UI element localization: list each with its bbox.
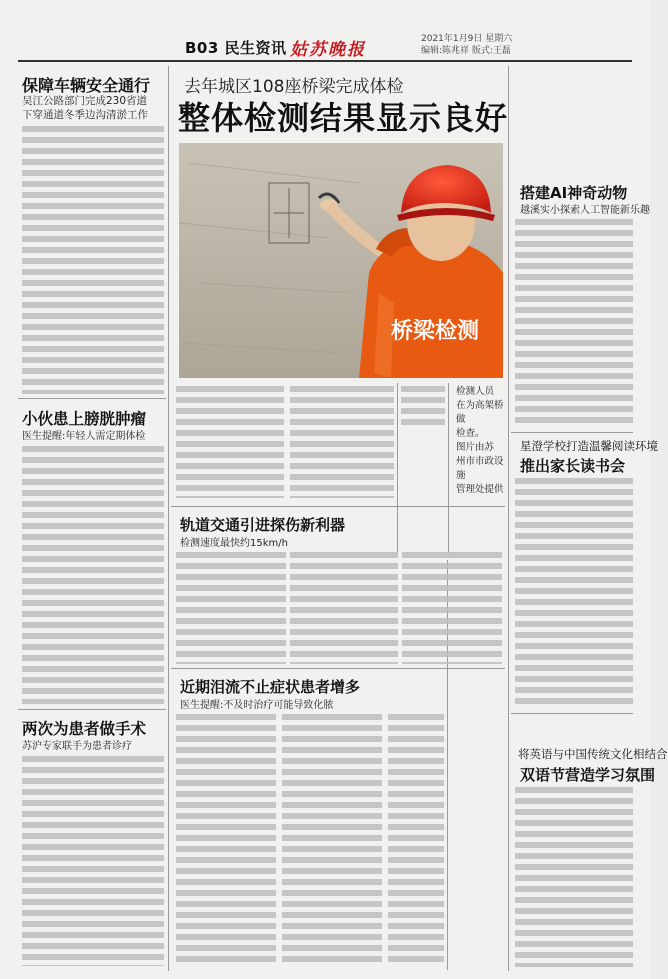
article-body-placeholder <box>515 478 633 708</box>
section-label: B03 民生资讯 <box>185 39 287 57</box>
article-body-placeholder <box>402 552 502 664</box>
article-body-placeholder <box>176 714 276 966</box>
column-divider-center-top <box>397 383 398 553</box>
left-divider-2 <box>18 709 166 710</box>
photo-illustration <box>179 143 503 378</box>
article-kicker: 星澄学校打造温馨阅读环境 <box>520 439 658 453</box>
article-headline: 轨道交通引进探伤新利器 <box>180 516 346 534</box>
right-divider-2 <box>511 713 633 714</box>
column-divider-right <box>508 66 509 971</box>
article-subhead: 下穿通道冬季边沟清淤工作 <box>22 109 148 121</box>
article-subhead: 检测速度最快约15km/h <box>180 538 288 549</box>
photo-caption: 检测人员 在为高架桥做 检查。 图片由苏 州市市政设施 管理处提供 <box>456 386 504 495</box>
masthead-meta <box>421 33 512 57</box>
lead-body-placeholder <box>401 386 445 426</box>
masthead <box>185 33 605 59</box>
bridge-inspection-photo <box>179 143 503 378</box>
article-subhead: 越溪实小探索人工智能新乐趣 <box>520 205 650 216</box>
article-body-placeholder <box>515 787 633 967</box>
center-divider-2 <box>171 668 505 669</box>
article-subhead: 吴江公路部门完成230省道 <box>22 95 148 107</box>
article-body-placeholder <box>22 126 164 394</box>
masthead-rule <box>18 60 632 62</box>
article-headline: 两次为患者做手术 <box>22 720 147 738</box>
article-headline: 推出家长读书会 <box>520 457 626 475</box>
left-divider-1 <box>18 398 166 399</box>
article-headline: 保障车辆安全通行 <box>22 76 151 95</box>
article-body-placeholder <box>282 714 382 966</box>
editor-credits: 编辑:陈兆祥 版式:王磊 <box>421 46 511 56</box>
issue-date: 2021年1月9日 星期六 <box>421 34 513 44</box>
article-subhead: 医生提醒:不及时治疗可能导致化脓 <box>180 700 334 711</box>
article-body-placeholder <box>176 552 286 664</box>
article-kicker: 将英语与中国传统文化相结合 <box>518 747 668 761</box>
right-divider-1 <box>511 432 633 433</box>
column-divider-caption <box>448 383 449 553</box>
article-headline: 搭建AI神奇动物 <box>520 184 628 202</box>
article-subhead: 医生提醒:年轻人需定期体检 <box>22 431 146 442</box>
column-divider-left <box>168 66 169 971</box>
lead-headline: 整体检测结果显示良好 <box>178 99 509 137</box>
article-body-placeholder <box>515 219 633 427</box>
article-headline: 双语节营造学习氛围 <box>520 766 656 784</box>
center-divider-1 <box>171 506 505 507</box>
article-body-placeholder <box>22 446 164 704</box>
article-subhead: 苏沪专家联手为患者诊疗 <box>22 741 132 752</box>
article-headline: 小伙患上膀胱肿瘤 <box>22 410 147 428</box>
article-body-placeholder <box>22 756 164 966</box>
lead-body-placeholder <box>290 386 394 498</box>
article-headline: 近期泪流不止症状患者增多 <box>180 678 361 696</box>
lead-body-placeholder <box>176 386 284 498</box>
newspaper-logo: 姑苏晚报 <box>290 40 366 60</box>
lead-kicker: 去年城区108座桥梁完成体检 <box>184 77 404 97</box>
article-body-placeholder <box>290 552 398 664</box>
article-body-placeholder <box>388 714 444 966</box>
vest-lettering: 桥梁检测 <box>391 319 480 344</box>
